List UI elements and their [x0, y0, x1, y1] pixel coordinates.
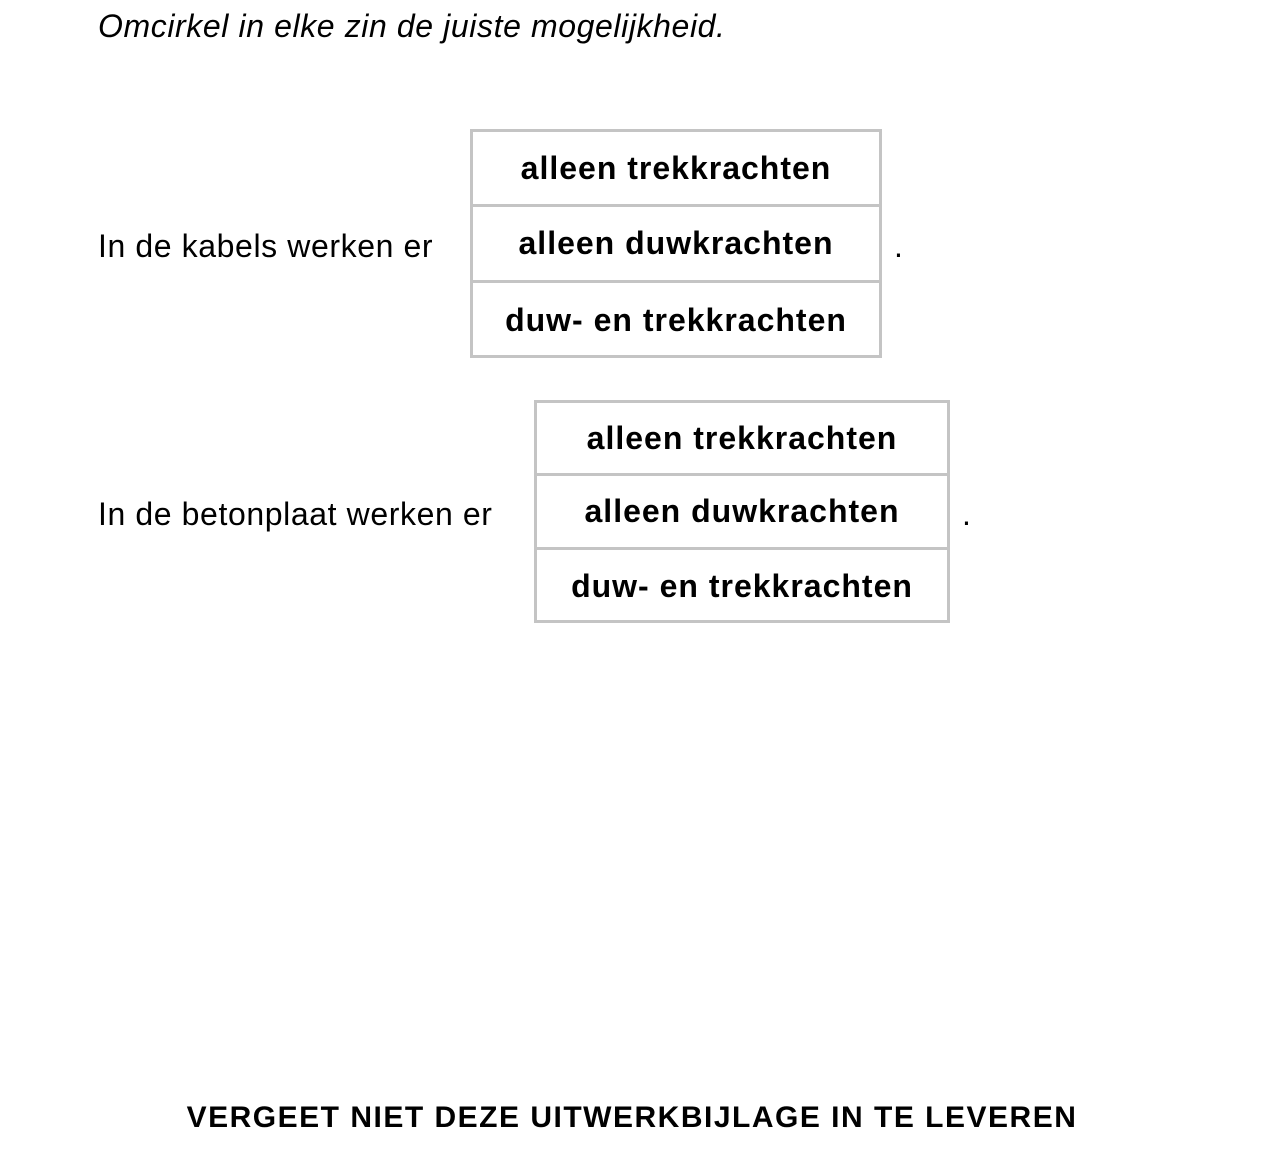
option-push-and-pull[interactable]: duw- en trekkrachten: [505, 301, 847, 338]
sentence-period: .: [962, 496, 971, 532]
option-box: [534, 400, 950, 623]
option-push-only[interactable]: alleen duwkrachten: [537, 476, 947, 549]
option-pull-only[interactable]: alleen trekkrachten: [473, 132, 879, 207]
footer-reminder: VERGEET NIET DEZE UITWERKBIJLAGE IN TE LEVEREN: [186, 1101, 1078, 1134]
option-box: [470, 129, 882, 358]
option-push-and-pull[interactable]: duw- en trekkrachten: [571, 567, 913, 604]
option-push-only[interactable]: alleen duwkrachten: [473, 207, 879, 282]
sentence-period: .: [894, 228, 903, 264]
instruction-text: Omcirkel in elke zin de juiste mogelijkheid.: [98, 8, 726, 44]
sentence-prefix: In de betonplaat werken er: [98, 496, 493, 532]
sentence-prefix: In de kabels werken er: [98, 228, 434, 264]
option-pull-only[interactable]: alleen trekkrachten: [537, 403, 947, 476]
